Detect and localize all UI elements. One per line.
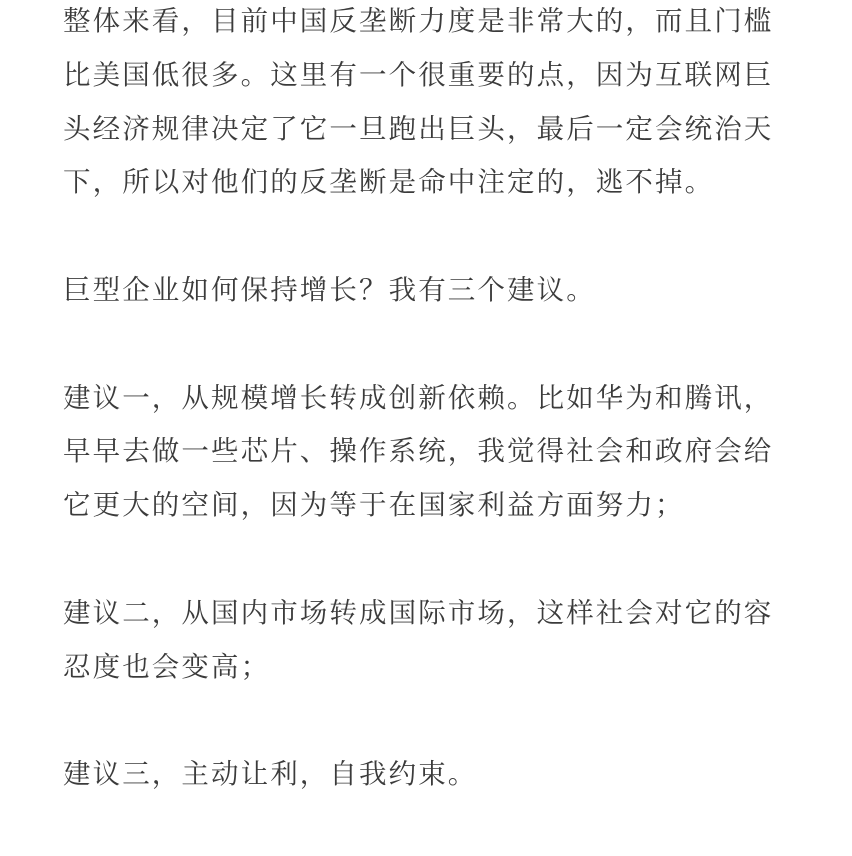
paragraph-line: 建议三，主动让利，自我约束。 bbox=[63, 758, 478, 791]
paragraph-line: 头经济规律决定了它一旦跑出巨头，最后一定会统治天 bbox=[63, 112, 774, 145]
article-body bbox=[63, 0, 793, 856]
paragraph-line: 整体来看，目前中国反垄断力度是非常大的，而且门槛 bbox=[63, 5, 774, 37]
paragraph-line: 巨型企业如何保持增长？我有三个建议。 bbox=[63, 273, 596, 306]
paragraph-line: 比美国低很多。这里有一个很重要的点，因为互联网巨 bbox=[63, 58, 774, 91]
paragraph-suggestion-one bbox=[63, 372, 793, 533]
paragraph-line: 它更大的空间，因为等于在国家利益方面努力； bbox=[63, 489, 685, 522]
paragraph-line: 忍度也会变高； bbox=[63, 650, 271, 683]
paragraph-antitrust-overview bbox=[63, 0, 793, 210]
paragraph-line: 建议二，从国内市场转成国际市场，这样社会对它的容 bbox=[63, 596, 774, 629]
paragraph-line: 早早去做一些芯片、操作系统，我觉得社会和政府会给 bbox=[63, 435, 774, 468]
paragraph-suggestion-three bbox=[63, 748, 793, 802]
paragraph-line: 建议一，从规模增长转成创新依赖。比如华为和腾讯， bbox=[63, 381, 774, 414]
paragraph-line: 下，所以对他们的反垄断是命中注定的，逃不掉。 bbox=[63, 166, 715, 199]
paragraph-suggestion-two bbox=[63, 587, 793, 695]
paragraph-growth-question bbox=[63, 264, 793, 318]
